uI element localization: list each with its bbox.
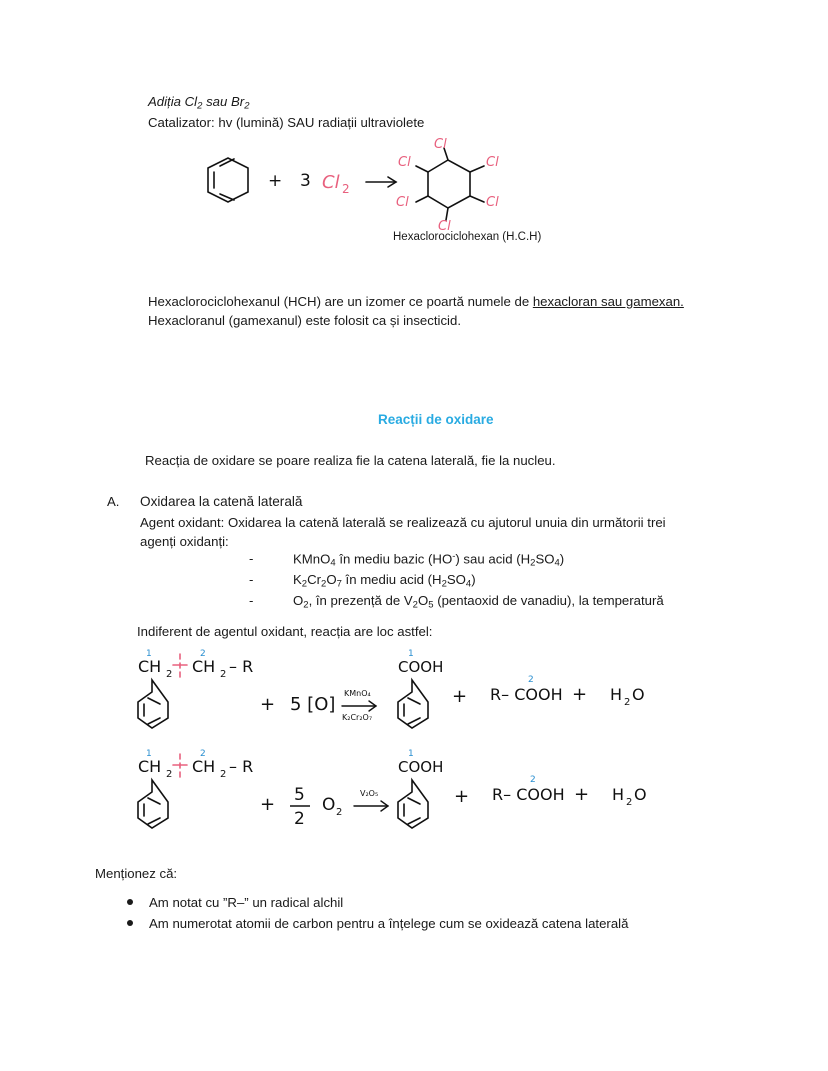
item-title-oxidarea: Oxidarea la catenă laterală xyxy=(140,494,303,509)
plus-sign-1b: + xyxy=(260,794,276,815)
carbon-number-1: 1 xyxy=(146,649,152,659)
section-heading-oxidare: Reacții de oxidare xyxy=(378,412,494,427)
ch2-left: CH xyxy=(138,657,162,676)
water-label-o-b: O xyxy=(634,785,647,804)
cut-marker-icon xyxy=(173,654,187,677)
carbon-number-1b: 1 xyxy=(146,749,152,759)
benzene-ring-icon-2 xyxy=(138,680,168,728)
hexane-ring-icon xyxy=(416,148,484,220)
r-cooh-label: R– COOH xyxy=(490,685,563,704)
ch2-right-b: CH xyxy=(192,757,216,776)
condition-kmno4: KMnO₄ xyxy=(344,689,371,698)
water-sub: 2 xyxy=(624,697,631,708)
ch2-left-b: CH xyxy=(138,757,162,776)
cl-label-upper-left: Cl xyxy=(398,155,411,170)
plus-sign-3: + xyxy=(572,684,588,705)
water-label-o: O xyxy=(632,685,645,704)
fraction-denominator: 2 xyxy=(294,809,305,829)
list-letter-a: A. xyxy=(107,494,120,509)
cl-label-lower-right: Cl xyxy=(486,195,499,210)
ch2-right-sub: 2 xyxy=(220,669,227,680)
catalyst-line: Catalizator: hv (lumină) SAU radiații ultraviolete xyxy=(148,115,425,130)
section-title-aditia: Adiția $Cl_2$ sau $Br_2$ xyxy=(148,94,250,112)
oxidant-item-1: KMnO$_4$ în mediu bazic (HO-) sau acid $(H_2SO_4)$ xyxy=(293,551,565,569)
r-group-left-b: – R xyxy=(229,757,254,776)
carbon-number-prod2b: 2 xyxy=(530,775,536,785)
plus-sign-1: + xyxy=(260,694,276,715)
agent-line-2: agenți oxidanți: xyxy=(140,534,229,549)
ch2-right: CH xyxy=(192,657,216,676)
r-cooh-label-b: R– COOH xyxy=(492,785,565,804)
reaction-arrow-icon-3 xyxy=(354,801,388,811)
bullet-text-1: Am notat cu ”R–” un radical alchil xyxy=(149,895,344,910)
dash-marker-2: - xyxy=(249,572,254,587)
reaction-arrow-icon-2 xyxy=(342,701,376,711)
ch2-right-sub-b: 2 xyxy=(220,769,227,780)
ch2-left-sub-b: 2 xyxy=(166,769,173,780)
mention-title: Menționez că: xyxy=(95,866,178,881)
indifferent-line: Indiferent de agentul oxidant, reacția are loc astfel: xyxy=(137,624,433,639)
bullet-dot-icon xyxy=(127,920,133,926)
condition-k2cr2o7: K₂Cr₂O₇ xyxy=(342,713,373,722)
fraction-numerator: 5 xyxy=(294,785,305,805)
dash-marker-1: - xyxy=(249,551,254,566)
handwritten-reaction-kmno4 xyxy=(130,648,690,753)
plus-sign-2b: + xyxy=(454,786,470,807)
cl-label-bottom: Cl xyxy=(438,219,451,234)
cooh-label: COOH xyxy=(398,658,444,676)
benzene-ring-icon-5 xyxy=(398,780,428,828)
intro-line: Reacția de oxidare se poare realiza fie la catena laterală, fie la nucleu. xyxy=(145,453,556,468)
cl2-label: Cl xyxy=(322,172,340,193)
benzene-ring-icon xyxy=(208,158,248,202)
r-group-left: – R xyxy=(229,657,254,676)
water-sub-b: 2 xyxy=(626,797,633,808)
handwritten-reaction-benzene-cl2 xyxy=(190,137,570,240)
cut-marker-icon-2 xyxy=(173,754,187,777)
cl-label-top: Cl xyxy=(434,137,447,152)
oxidant-5o: 5 [O] xyxy=(290,694,336,715)
carbon-number-prod-b: 1 xyxy=(408,749,414,759)
water-label: H xyxy=(610,685,623,704)
water-label-b: H xyxy=(612,785,625,804)
plus-sign-2: + xyxy=(452,686,468,707)
ch2-left-sub: 2 xyxy=(166,669,173,680)
plus-sign-3b: + xyxy=(574,784,590,805)
carbon-number-prod: 1 xyxy=(408,649,414,659)
reaction-caption: Hexaclorociclohexan (H.C.H) xyxy=(393,231,542,243)
carbon-number-2: 2 xyxy=(200,649,206,659)
condition-v2o5: V₂O₅ xyxy=(360,789,379,798)
bullet-text-2: Am numerotat atomii de carbon pentru a înțelege cum se oxidează catena laterală xyxy=(149,916,629,931)
handwritten-reaction-v2o5 xyxy=(130,748,690,853)
cl-label-upper-right: Cl xyxy=(486,155,499,170)
paragraph-hch-line1: Hexaclorociclohexanul (HCH) are un izomer ce poartă numele de hexacloran sau gamexan. xyxy=(148,294,684,309)
coefficient-3: 3 xyxy=(300,171,311,191)
oxidant-item-3: $O_2$, în prezență de $V_2O_5$ (pentaoxid de vanadiu), la temperatură xyxy=(293,593,664,611)
oxidant-item-2: $K_2Cr_2O_7$ în mediu acid $(H_2SO_4)$ xyxy=(293,572,476,590)
plus-sign: + xyxy=(268,171,283,191)
oxidant-o2-sub: 2 xyxy=(336,807,343,818)
oxidant-o2: O xyxy=(322,795,336,815)
reaction-arrow-icon xyxy=(366,177,396,187)
benzene-ring-icon-4 xyxy=(138,780,168,828)
cl2-subscript: 2 xyxy=(342,182,350,196)
carbon-number-prod2: 2 xyxy=(528,675,534,685)
bullet-dot-icon xyxy=(127,899,133,905)
agent-line-1: Agent oxidant: Oxidarea la catenă laterală se realizează cu ajutorul unuia din următorii trei xyxy=(140,515,666,530)
paragraph-hch-line2: Hexacloranul (gamexanul) este folosit ca și insecticid. xyxy=(148,313,461,328)
benzene-ring-icon-3 xyxy=(398,680,428,728)
cooh-label-b: COOH xyxy=(398,758,444,776)
cl-label-lower-left: Cl xyxy=(396,195,409,210)
dash-marker-3: - xyxy=(249,593,254,608)
carbon-number-2b: 2 xyxy=(200,749,206,759)
